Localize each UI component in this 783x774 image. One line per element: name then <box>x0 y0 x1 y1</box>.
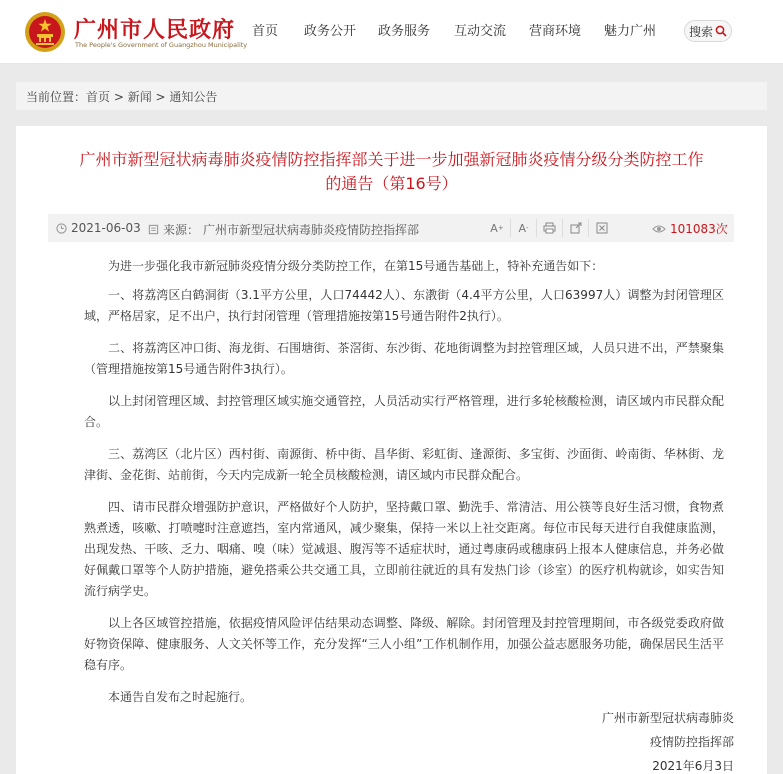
eye-icon <box>652 224 666 234</box>
article-meta-bar <box>48 214 734 242</box>
font-larger-icon[interactable]: A + <box>490 221 504 235</box>
nav-item-business-env[interactable]: 营商环境 <box>529 24 582 39</box>
national-emblem-icon[interactable] <box>24 11 66 53</box>
search-button[interactable] <box>684 20 732 42</box>
paragraph: 以上封闭管理区域、封控管理区域实施交通管控，人员活动实行严格管理，进行多轮核酸检测，请区域内市民群众配合。 <box>84 394 724 429</box>
site-subtitle: The People's Government of Guangzhou Municipality <box>75 41 248 49</box>
breadcrumb-home[interactable]: 首页 <box>86 90 111 104</box>
paragraph: 以上各区域管控措施，依据疫情风险评估结果动态调整、降级、解除。封闭管理及封控管理期间，市各级党委政府做好物资保障、健康服务、人文关怀等工作，充分发挥“三人小组”工作机制作用，加强公益志愿服务功能，确保居民生活平稳有序。 <box>84 616 724 672</box>
signature-org-line2: 疫情防控指挥部 <box>649 735 734 749</box>
nav-item-home[interactable]: 首页 <box>252 24 279 39</box>
site-title[interactable]: 广州市人民政府 <box>74 17 236 43</box>
paragraph: 本通告自发布之时起施行。 <box>108 690 253 704</box>
signature-org-line1: 广州市新型冠状病毒肺炎 <box>601 711 734 725</box>
publish-date: 2021-06-03 <box>71 221 141 235</box>
paragraph: 一、将荔湾区白鹤洞街（3.1平方公里，人口74442人）、东漖街（4.4平方公里，人口63997人）调整为封闭管理区域，严格居家，足不出户，执行封闭管理（管理措施按第15号通告附件2执行）。 <box>84 288 724 323</box>
source-icon <box>148 224 159 235</box>
search-label: 搜索 <box>688 24 713 39</box>
breadcrumb-separator: > <box>110 90 128 104</box>
breadcrumb-prefix: 当前位置： <box>26 90 87 104</box>
breadcrumb-news[interactable]: 新闻 <box>127 90 152 104</box>
breadcrumb-separator: > <box>151 90 170 104</box>
signature-date: 2021年6月3日 <box>652 759 734 773</box>
nav-item-gov-affairs-open[interactable]: 政务公开 <box>304 24 357 39</box>
site-header <box>0 0 783 64</box>
article-tools <box>484 219 614 237</box>
print-icon[interactable] <box>536 219 562 237</box>
nav-item-gov-services[interactable]: 政务服务 <box>378 24 431 39</box>
nav-item-interaction[interactable]: 互动交流 <box>454 24 507 39</box>
nav-item-charm-guangzhou[interactable]: 魅力广州 <box>604 24 657 39</box>
source-label: 来源： <box>163 223 200 237</box>
share-icon[interactable] <box>562 219 588 237</box>
paragraph: 三、荔湾区（北片区）西村街、南源街、桥中街、昌华街、彩虹街、逢源街、多宝街、沙面街、岭南街、华林街、龙津街、金花街、站前街，今天内完成新一轮全员核酸检测，请区域内市民群众配合。 <box>84 447 724 482</box>
close-icon[interactable] <box>588 219 614 237</box>
article-panel <box>16 126 767 774</box>
paragraph: 二、将荔湾区冲口街、海龙街、石围塘街、茶滘街、东沙街、花地街调整为封控管理区域，人员只进不出，严禁聚集（管理措施按第15号通告附件3执行）。 <box>84 341 724 376</box>
paragraph: 四、请市民群众增强防护意识，严格做好个人防护，坚持戴口罩、勤洗手、常清洁、用公筷等良好生活习惯，食物煮熟煮透，咳嗽、打喷嚏时注意遮挡，室内常通风，减少聚集，保持一米以上社交距离。每位市民每天进行自我健康监测，出现发热、干咳、乏力、咽痛、嗅（味）觉减退、腹泻等不适症状时，通过粤康码或穗康码上报本人健康信息，并务必做好佩戴口罩等个人防护措施，避免搭乘公共交通工具，立即前往就近的具有发热门诊（诊室）的医疗机构就诊，如实告知流行病学史。 <box>84 500 724 598</box>
source-name: 广州市新型冠状病毒肺炎疫情防控指挥部 <box>203 223 420 237</box>
paragraph: 为进一步强化我市新冠肺炎疫情分级分类防控工作，在第15号通告基础上，特补充通告如下： <box>108 259 604 273</box>
signature-block <box>602 706 734 774</box>
article-title: 广州市新型冠状病毒肺炎疫情防控指挥部关于进一步加强新冠肺炎疫情分级分类防控工作的通告（第16号） <box>79 150 704 193</box>
breadcrumb <box>16 82 767 110</box>
view-count: 101083次 <box>670 222 728 236</box>
article-body <box>84 256 724 719</box>
breadcrumb-notices[interactable]: 通知公告 <box>169 90 218 104</box>
font-smaller-icon[interactable]: A - <box>510 219 536 237</box>
clock-icon <box>56 223 67 234</box>
search-icon <box>715 25 727 37</box>
